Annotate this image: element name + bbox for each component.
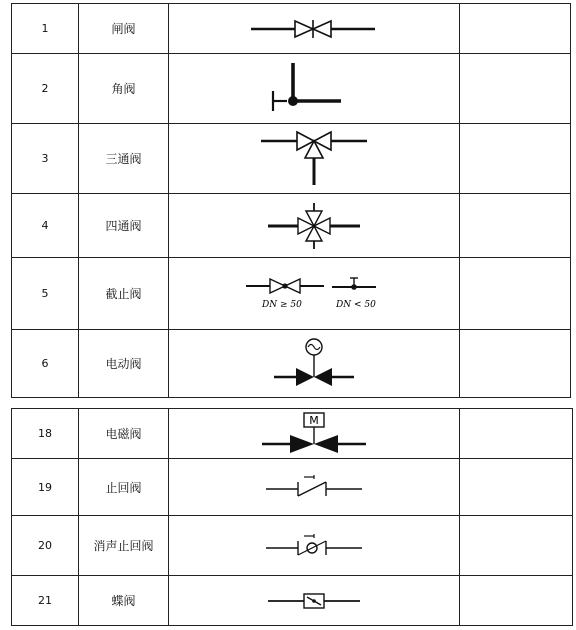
valve-symbol-cell (169, 54, 460, 124)
row-number: 6 (12, 330, 79, 398)
row-number: 1 (12, 4, 79, 54)
empty-cell (460, 409, 573, 459)
row-number: 3 (12, 124, 79, 194)
valve-symbol-cell (169, 258, 460, 330)
empty-cell (460, 459, 573, 516)
solenoid-valve-icon (260, 412, 368, 456)
valve-symbol-cell (169, 194, 460, 258)
motor-label: M (309, 413, 319, 427)
empty-cell (460, 124, 571, 194)
table-row (12, 54, 571, 124)
dn-small-label: DN < 50 (336, 299, 376, 310)
check-valve-icon (264, 474, 364, 500)
valve-name: 角阀 (79, 54, 169, 124)
valve-symbol-cell (169, 330, 460, 398)
table-row (12, 124, 571, 194)
angle-valve-icon (269, 61, 359, 117)
gate-valve-icon (249, 17, 379, 41)
empty-cell (460, 54, 571, 124)
valve-name: 三通阀 (79, 124, 169, 194)
valve-symbol-cell (169, 4, 460, 54)
table-row (12, 516, 573, 576)
row-number: 21 (12, 576, 79, 626)
row-number: 20 (12, 516, 79, 576)
row-number: 18 (12, 409, 79, 459)
row-number: 5 (12, 258, 79, 330)
valve-symbol-cell (169, 576, 460, 626)
table-row (12, 194, 571, 258)
table-row (12, 330, 571, 398)
empty-cell (460, 194, 571, 258)
valve-name: 消声止回阀 (79, 516, 169, 576)
four-way-valve-icon (266, 202, 362, 250)
table-row (12, 459, 573, 516)
valve-name: 电动阀 (79, 330, 169, 398)
dn-large-label: DN ≥ 50 (262, 299, 302, 310)
valve-name: 四通阀 (79, 194, 169, 258)
three-way-valve-icon (259, 129, 369, 189)
table-row (12, 576, 573, 626)
table-row (12, 409, 573, 459)
valve-symbol-table-a (11, 3, 571, 398)
table-row (12, 258, 571, 330)
empty-cell (460, 576, 573, 626)
globe-valve-icon (244, 276, 384, 312)
electric-valve-icon (272, 337, 356, 391)
row-number: 2 (12, 54, 79, 124)
valve-symbol-cell (169, 516, 460, 576)
empty-cell (460, 516, 573, 576)
valve-name: 电磁阀 (79, 409, 169, 459)
butterfly-valve-icon (266, 590, 362, 612)
valve-name: 截止阀 (79, 258, 169, 330)
valve-symbol-cell (169, 124, 460, 194)
valve-name: 蝶阀 (79, 576, 169, 626)
valve-name: 闸阀 (79, 4, 169, 54)
empty-cell (460, 258, 571, 330)
row-number: 4 (12, 194, 79, 258)
silent-check-valve-icon (264, 533, 364, 559)
valve-symbol-cell (169, 409, 460, 459)
valve-symbol-cell (169, 459, 460, 516)
empty-cell (460, 330, 571, 398)
table-row (12, 4, 571, 54)
row-number: 19 (12, 459, 79, 516)
valve-symbol-table-b (11, 408, 573, 626)
empty-cell (460, 4, 571, 54)
valve-name: 止回阀 (79, 459, 169, 516)
